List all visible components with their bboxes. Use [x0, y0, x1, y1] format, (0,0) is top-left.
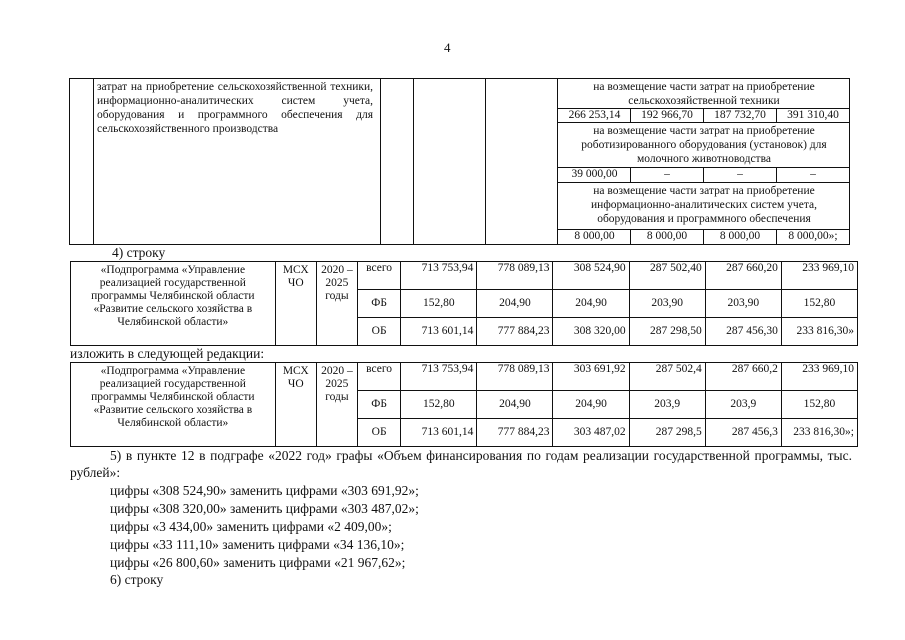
- period: 2020 – 2025 годы: [316, 262, 357, 346]
- top-col-divider: [485, 78, 558, 245]
- value-cell: 391 310,40: [787, 109, 839, 121]
- value-cell: 152,80: [401, 290, 477, 318]
- value-cell: 39 000,00: [571, 168, 618, 180]
- top-col-divider: [93, 78, 94, 245]
- value-cell: –: [737, 168, 743, 180]
- paragraph-5: 5) в пункте 12 в подграфе «2022 год» графы «Объем финансирования по годам реализации государственной программы, тыс. рублей»:: [70, 448, 852, 480]
- old-row-table: [70, 261, 858, 346]
- replacement-line: цифры «3 434,00» заменить цифрами «2 409,00»;: [110, 519, 392, 534]
- value-cell: 287 456,30: [705, 318, 781, 346]
- new-row-table: [70, 362, 858, 447]
- value-cell: 233 969,10: [781, 363, 857, 391]
- executor: МСХ ЧО: [275, 363, 316, 447]
- value-cell: 233 816,30»: [781, 318, 857, 346]
- period: 2020 – 2025 годы: [316, 363, 357, 447]
- value-cell: 713 753,94: [401, 262, 477, 290]
- replacement-line: цифры «26 800,60» заменить цифрами «21 967,62»;: [110, 555, 406, 570]
- replacement-line: цифры «308 320,00» заменить цифрами «303 487,02»;: [110, 501, 419, 516]
- value-cell: 287 298,5: [629, 419, 705, 447]
- value-cell: –: [810, 168, 816, 180]
- value-cell: 203,9: [705, 391, 781, 419]
- value-cell: 8 000,00: [574, 230, 615, 242]
- subprogram-name: «Подпрограмма «Управление реализацией государственной программы Челябинской области «Развитие сельского хозяйства в Челябинской области»: [71, 363, 276, 447]
- subprogram-name: «Подпрограмма «Управление реализацией государственной программы Челябинской области «Развитие сельского хозяйства в Челябинской области»: [71, 262, 276, 346]
- value-cell: 777 884,23: [477, 318, 553, 346]
- value-cell: 152,80: [781, 290, 857, 318]
- value-cell: 777 884,23: [477, 419, 553, 447]
- item-label: на возмещение части затрат на приобретение информационно-аналитических систем учета, оборудования и программного обеспечения: [591, 185, 817, 225]
- value-cell: 8 000,00: [646, 230, 688, 242]
- item-6-line: 6) строку: [110, 572, 164, 587]
- value-cell: 187 732,70: [714, 109, 766, 121]
- value-cell: 308 524,90: [553, 262, 629, 290]
- value-cell: 8 000,00: [719, 230, 761, 242]
- value-cell: 204,90: [477, 290, 553, 318]
- value-cell: 152,80: [401, 391, 477, 419]
- page-number: 4: [444, 40, 451, 55]
- source: всего: [358, 363, 401, 391]
- value-cell: 203,90: [705, 290, 781, 318]
- value-cell: 287 502,40: [629, 262, 705, 290]
- value-cell: 287 298,50: [629, 318, 705, 346]
- value-cell: 192 966,70: [641, 109, 693, 121]
- value-cell: 203,90: [629, 290, 705, 318]
- top-col-divider: [380, 78, 414, 245]
- replacement-line: цифры «308 524,90» заменить цифрами «303 691,92»;: [110, 483, 419, 498]
- item-label: на возмещение части затрат на приобретение сельскохозяйственной техники: [593, 81, 815, 107]
- value-cell: 204,90: [553, 290, 629, 318]
- replacement-line: цифры «33 111,10» заменить цифрами «34 136,10»;: [110, 537, 405, 552]
- value-cell: –: [664, 168, 670, 180]
- source: всего: [358, 262, 401, 290]
- value-cell: 8 000,00»;: [788, 230, 838, 242]
- value-cell: 303 487,02: [553, 419, 629, 447]
- value-cell: 233 969,10: [781, 262, 857, 290]
- value-cell: 152,80: [781, 391, 857, 419]
- value-cell: 287 456,3: [705, 419, 781, 447]
- value-cell: 778 089,13: [477, 262, 553, 290]
- value-cell: 713 601,14: [401, 318, 477, 346]
- item-4-line: 4) строку: [112, 245, 166, 260]
- value-cell: 778 089,13: [477, 363, 553, 391]
- value-cell: 713 753,94: [401, 363, 477, 391]
- value-cell: 266 253,14: [568, 109, 621, 121]
- value-cell: 308 320,00: [553, 318, 629, 346]
- value-cell: 287 660,20: [705, 262, 781, 290]
- value-cell: 233 816,30»;: [781, 419, 857, 447]
- source: ФБ: [358, 391, 401, 419]
- source: ФБ: [358, 290, 401, 318]
- top-left-text: затрат на приобретение сельскохозяйственной техники, информационно-аналитических систем учета, оборудования и программного обеспечения для сельскохозяйственного производства: [97, 81, 373, 135]
- value-cell: 203,9: [629, 391, 705, 419]
- source: ОБ: [358, 318, 401, 346]
- replace-line: изложить в следующей редакции:: [70, 346, 265, 361]
- executor: МСХ ЧО: [275, 262, 316, 346]
- source: ОБ: [358, 419, 401, 447]
- value-cell: 287 502,4: [629, 363, 705, 391]
- value-cell: 204,90: [553, 391, 629, 419]
- top-col-divider: [413, 78, 486, 245]
- item-label: на возмещение части затрат на приобретение роботизированного оборудования (установок) для молочного животноводства: [581, 125, 827, 165]
- value-cell: 713 601,14: [401, 419, 477, 447]
- value-cell: 303 691,92: [553, 363, 629, 391]
- value-cell: 287 660,2: [705, 363, 781, 391]
- value-cell: 204,90: [477, 391, 553, 419]
